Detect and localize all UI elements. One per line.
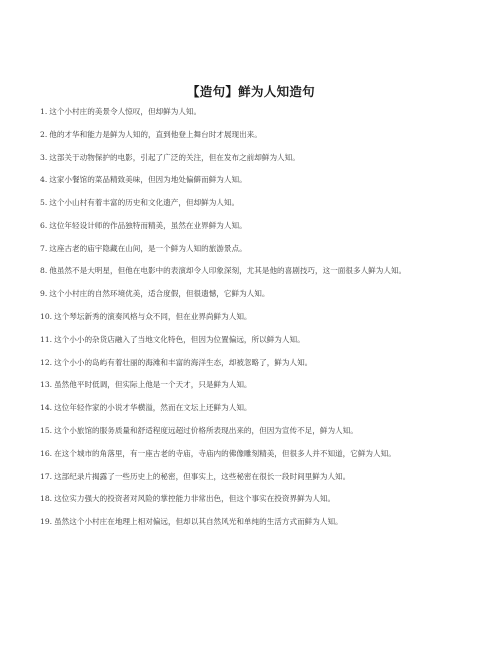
- sentence-text: 这个小山村有着丰富的历史和文化遗产，但却鲜为人知。: [49, 198, 240, 208]
- sentence-item: [33, 471, 473, 483]
- sentence-text: 这座古老的庙宇隐藏在山间，是一个鲜为人知的旅游景点。: [49, 243, 247, 253]
- sentence-text: 这个小旅馆的服务质量和舒适程度远超过价格所表现出来的，但因为宣传不足，鲜为人知。: [54, 425, 358, 435]
- sentence-text: 这个小小的岛屿有着壮丽的海滩和丰富的海洋生态，却被忽略了，鲜为人知。: [54, 357, 313, 367]
- sentence-number: 12.: [40, 357, 53, 367]
- sentence-text: 这位年轻作家的小说才华横溢，然而在文坛上还鲜为人知。: [54, 403, 252, 413]
- sentence-number: 4.: [40, 175, 48, 185]
- sentence-text: 这个小村庄的美景令人惊叹，但却鲜为人知。: [49, 107, 202, 116]
- sentence-number: 19.: [40, 517, 53, 527]
- sentence-item: [33, 220, 473, 232]
- sentence-item: [33, 402, 473, 414]
- sentence-number: 3.: [40, 152, 48, 162]
- sentence-item: [33, 129, 473, 141]
- sentence-text: 这家小餐馆的菜品精致美味，但因为地处偏僻而鲜为人知。: [49, 175, 247, 185]
- sentence-item: [33, 425, 473, 437]
- sentence-number: 8.: [40, 266, 48, 276]
- sentence-number: 9.: [40, 289, 48, 299]
- sentence-text: 这部纪录片揭露了一些历史上的秘密，但事实上，这些秘密在很长一段时间里鲜为人知。: [54, 471, 351, 481]
- sentence-item: [33, 265, 473, 277]
- sentence-text: 这位年轻设计师的作品独特而精美，虽然在业界鲜为人知。: [49, 220, 247, 230]
- sentence-text: 虽然这个小村庄在地理上相对偏远，但却以其自然风光和单纯的生活方式而鲜为人知。: [54, 517, 343, 527]
- sentence-number: 14.: [40, 403, 53, 413]
- sentence-text: 这个小村庄的自然环境优美，适合度假，但很遗憾，它鲜为人知。: [49, 289, 270, 299]
- sentence-item: [33, 174, 473, 186]
- sentence-text: 他虽然不是大明星，但他在电影中的表演却令人印象深刻，尤其是他的喜剧技巧，这一面很多人鲜为人知。: [49, 266, 407, 276]
- sentence-list: [33, 106, 473, 539]
- sentence-number: 18.: [40, 494, 53, 504]
- sentence-number: 11.: [40, 334, 53, 344]
- sentence-item: [33, 311, 473, 323]
- sentence-item: [33, 448, 473, 460]
- document-title: 【造句】鲜为人知造句: [186, 84, 315, 99]
- sentence-number: 10.: [40, 312, 53, 322]
- sentence-item: [33, 357, 473, 369]
- sentence-number: 15.: [40, 425, 53, 435]
- sentence-item: [33, 288, 473, 300]
- sentence-item: [33, 106, 473, 118]
- sentence-text: 在这个城市的角落里，有一座古老的寺庙，寺庙内的佛像雕刻精美，但很多人并不知道，它鲜为人知。: [54, 448, 396, 458]
- sentence-text: 这位实力强大的投资者对风险的掌控能力非常出色，但这个事实在投资界鲜为人知。: [54, 494, 336, 504]
- sentence-text: 虽然他平时低调，但实际上他是一个天才，只是鲜为人知。: [54, 380, 252, 390]
- sentence-number: 6.: [40, 220, 48, 230]
- sentence-text: 这部关于动物保护的电影，引起了广泛的关注，但在发布之前却鲜为人知。: [49, 152, 300, 162]
- sentence-item: [33, 152, 473, 164]
- sentence-item: [33, 243, 473, 255]
- sentence-item: [33, 379, 473, 391]
- sentence-text: 他的才华和能力是鲜为人知的，直到他登上舞台时才展现出来。: [49, 129, 262, 139]
- sentence-number: 1.: [40, 107, 48, 116]
- sentence-number: 13.: [40, 380, 53, 390]
- sentence-number: 16.: [40, 448, 53, 458]
- sentence-item: [33, 516, 473, 528]
- sentence-text: 这个小小的杂货店融入了当地文化特色，但因为位置偏远，所以鲜为人知。: [54, 334, 305, 344]
- sentence-number: 2.: [40, 129, 48, 139]
- sentence-item: [33, 334, 473, 346]
- sentence-text: 这个琴坛新秀的演奏风格与众不同，但在业界尚鲜为人知。: [54, 312, 252, 322]
- sentence-number: 7.: [40, 243, 48, 253]
- sentence-number: 17.: [40, 471, 53, 481]
- sentence-number: 5.: [40, 198, 48, 208]
- sentence-item: [33, 197, 473, 209]
- sentence-item: [33, 493, 473, 505]
